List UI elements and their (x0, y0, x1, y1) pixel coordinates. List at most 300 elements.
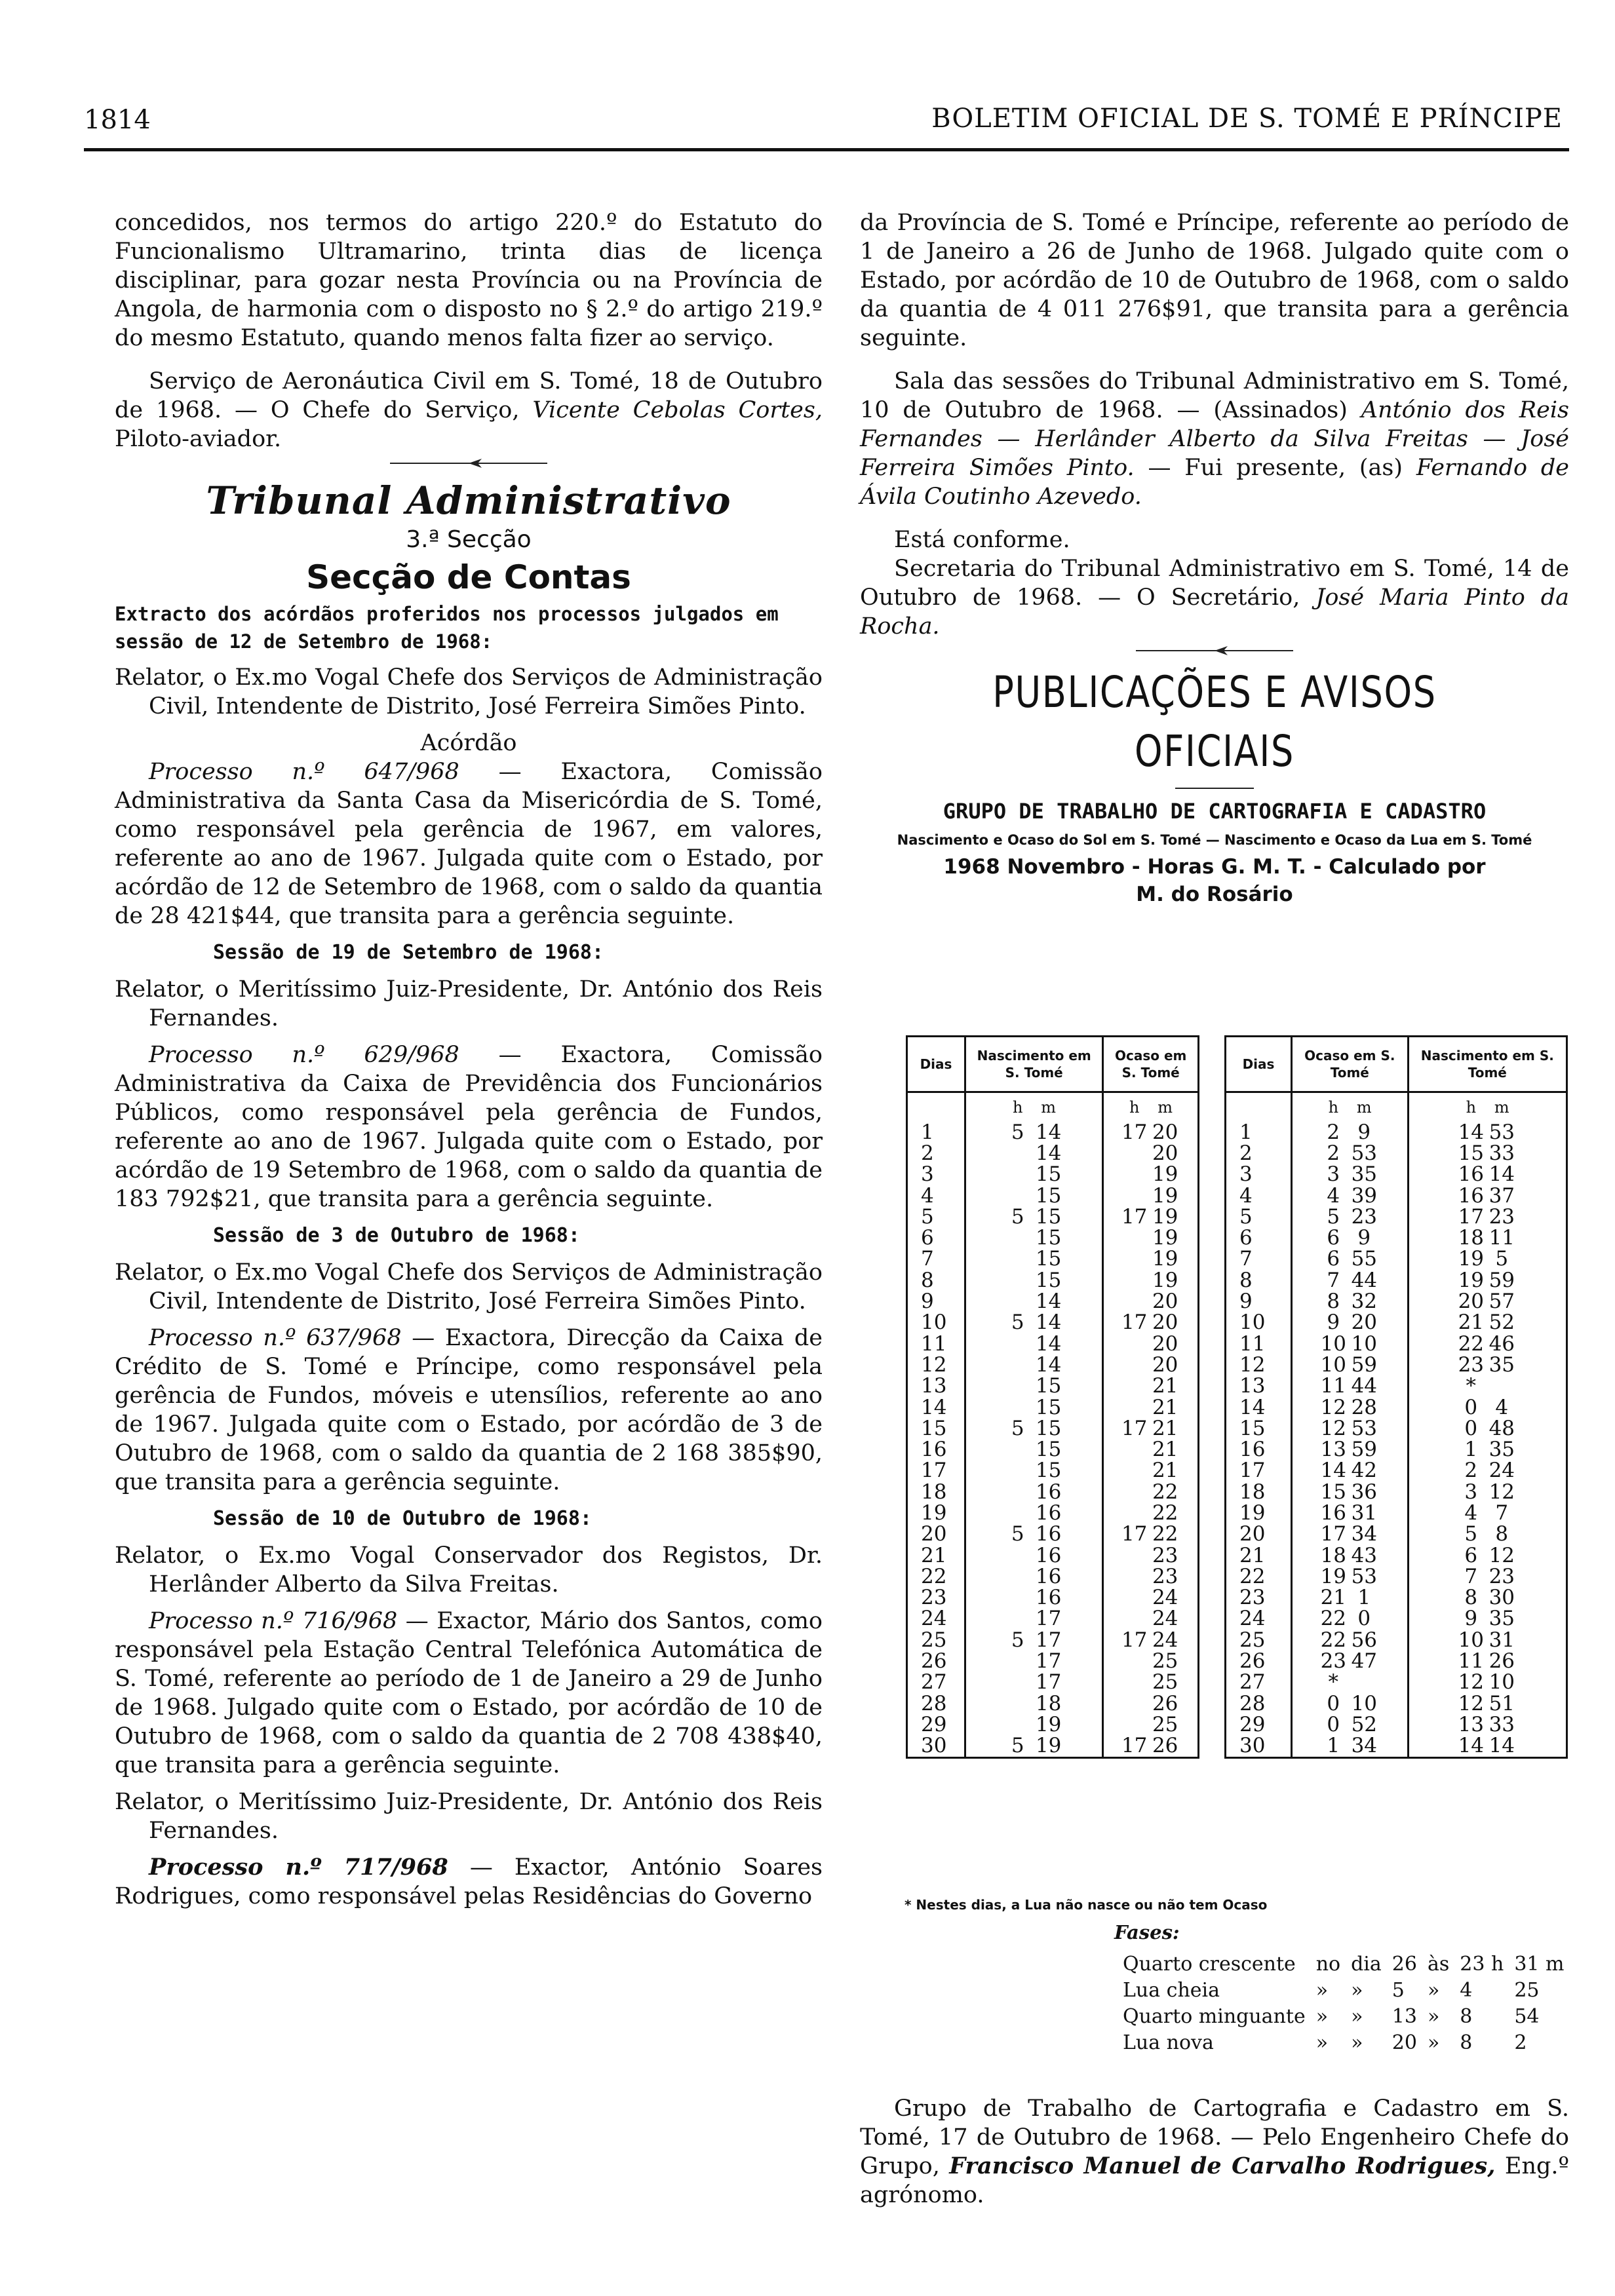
phase-hours: 8 (1460, 2031, 1473, 2054)
time-cell (1103, 1354, 1199, 1375)
minutes-value: 31 (1489, 1628, 1515, 1652)
hours-value: 19 (1458, 1268, 1485, 1292)
time-cell (1292, 1312, 1409, 1333)
time-cell (1408, 1566, 1566, 1587)
time-cell (1103, 1588, 1199, 1609)
minutes-value: 24 (1152, 1628, 1178, 1652)
phase-unit-h: h (1490, 1953, 1504, 1976)
phase-minutes: 54 (1514, 2005, 1540, 2028)
moon-table (1224, 1035, 1568, 1759)
minutes-value: 12 (1489, 1480, 1515, 1504)
time-cell (1408, 1206, 1566, 1227)
time-cell (965, 1185, 1103, 1206)
minutes-value: 14 (1035, 1141, 1062, 1165)
time-cell (1292, 1693, 1409, 1714)
time-cell (965, 1122, 1103, 1143)
table-row (907, 1566, 1199, 1587)
day-cell: 10 (907, 1312, 965, 1333)
phase-hours: 4 (1460, 1979, 1473, 2002)
time-cell (1103, 1545, 1199, 1566)
hours-value: 9 (1327, 1311, 1340, 1335)
day-cell: 12 (907, 1354, 965, 1375)
time-cell (1103, 1206, 1199, 1227)
time-cell (965, 1227, 1103, 1248)
minutes-value: 51 (1489, 1691, 1515, 1715)
hours-value: 16 (1320, 1501, 1347, 1525)
minutes-value: 44 (1351, 1374, 1378, 1398)
time-cell (1292, 1714, 1409, 1735)
right-column (860, 208, 1569, 908)
time-cell (1103, 1397, 1199, 1418)
day-cell: 18 (1226, 1482, 1292, 1502)
time-cell (1408, 1524, 1566, 1545)
servico-role: Piloto-aviador. (115, 426, 282, 452)
time-cell (1408, 1672, 1566, 1693)
day-cell: 12 (1226, 1354, 1292, 1375)
minutes-value: 20 (1351, 1311, 1378, 1335)
table-row (1226, 1270, 1567, 1291)
time-cell (965, 1418, 1103, 1439)
day-cell: 9 (1226, 1291, 1292, 1312)
minutes-value: 19 (1152, 1204, 1178, 1229)
phase-dia: » (1351, 2031, 1363, 2054)
hours-value: 10 (1320, 1331, 1347, 1356)
sala-names: António dos Reis Fernandes — Herlânder Alberto da Silva Freitas — José Ferreira Simões Pinto. (860, 397, 1569, 481)
minutes-value: 16 (1035, 1586, 1062, 1610)
time-cell (1408, 1482, 1566, 1502)
final-text: Grupo de Trabalho de Cartografia e Cadastro em S. Tomé, 17 de Outubro de 1968. — Pelo Engenheiro Chefe do Grupo, (860, 2095, 1569, 2179)
sala-text: Sala das sessões do Tribunal Administrativo em S. Tomé, 10 de Outubro de 1968. — (Assinados) (860, 368, 1569, 423)
minutes-value: 14 (1035, 1120, 1062, 1144)
table-row (1226, 1588, 1567, 1609)
unit-minutes: m (1041, 1098, 1057, 1117)
intro-paragraph: concedidos, nos termos do artigo 220.º do Estatuto do Funcionalismo Ultramarino, trinta dias de licença disciplinar, para gozar nesta Província ou na Província de Angola, de harmonia com o disposto no § 2.º do artigo 219.º do mesmo Estatuto, quando menos falta fizer ao serviço. (115, 210, 823, 351)
time-cell (1103, 1291, 1199, 1312)
table-row (907, 1672, 1199, 1693)
minutes-value: 33 (1489, 1712, 1515, 1736)
time-cell (1103, 1630, 1199, 1651)
table-row (907, 1249, 1199, 1270)
phase-prefix: no (1315, 1953, 1341, 1976)
final-signature (860, 2094, 1569, 2210)
minutes-value: 36 (1351, 1480, 1378, 1504)
time-cell (1408, 1693, 1566, 1714)
table-row (1226, 1630, 1567, 1651)
minutes-value: 16 (1035, 1501, 1062, 1525)
time-cell (1408, 1270, 1566, 1291)
table-row (907, 1651, 1199, 1672)
time-cell (1292, 1354, 1409, 1375)
day-cell: 28 (907, 1693, 965, 1714)
table-row (1226, 1164, 1567, 1185)
processo-716 (115, 1607, 823, 1780)
hours-value: 4 (1464, 1501, 1478, 1525)
day-cell: 7 (1226, 1249, 1292, 1270)
minutes-value: 25 (1152, 1712, 1178, 1736)
day-cell: 4 (907, 1185, 965, 1206)
sun-table (906, 1035, 1199, 1759)
extracto-heading: Extracto dos acórdãos proferidos nos processos julgados em sessão de 12 de Setembro de 1968: (115, 603, 779, 653)
time-cell (1408, 1333, 1566, 1354)
processo-text: — Exactora, Comissão Administrativa da Santa Casa da Misericórdia de S. Tomé, como responsável pela gerência de 1967, em valores, referente ao ano de 1967. Julgada quite com o Estado, por acórdão de 12 de Setembro de 1968, com o saldo da quantia de 28 421$44, que transita para a gerência seguinte. (115, 759, 823, 929)
units-cell (1408, 1092, 1566, 1122)
minutes-value: 35 (1351, 1162, 1378, 1187)
table-row (1226, 1693, 1567, 1714)
time-cell (965, 1714, 1103, 1735)
minutes-value: 19 (1035, 1734, 1062, 1758)
hours-value: 5 (1011, 1120, 1024, 1144)
hours-value: 6 (1464, 1543, 1478, 1567)
minutes-value: 14 (1489, 1162, 1515, 1187)
table-row (1226, 1672, 1567, 1693)
time-cell (1103, 1461, 1199, 1482)
time-cell (1408, 1185, 1566, 1206)
time-cell (965, 1502, 1103, 1523)
minutes-value: 14 (1035, 1311, 1062, 1335)
time-cell (1408, 1461, 1566, 1482)
minutes-value: 47 (1351, 1649, 1378, 1674)
table-row (907, 1397, 1199, 1418)
minutes-value: 14 (1035, 1331, 1062, 1356)
hours-value: 17 (1121, 1522, 1148, 1546)
sessao-10-outubro: Sessão de 10 de Outubro de 1968: (213, 1507, 592, 1530)
table-row (907, 1122, 1199, 1143)
time-cell (965, 1439, 1103, 1460)
table-row (1226, 1333, 1567, 1354)
day-cell: 13 (1226, 1376, 1292, 1397)
minutes-value: 53 (1351, 1416, 1378, 1440)
day-cell: 22 (907, 1566, 965, 1587)
table-row (907, 1418, 1199, 1439)
relator-5: Relator, o Meritíssimo Juiz-Presidente, Dr. António dos Reis Fernandes. (115, 1789, 823, 1844)
minutes-value: 17 (1035, 1649, 1062, 1674)
processo-text: — Exactor, António Soares Rodrigues, como responsável pelas Residências do Governo (115, 1854, 823, 1909)
grupo-heading: GRUPO DE TRABALHO DE CARTOGRAFIA E CADASTRO (943, 799, 1487, 824)
time-cell (965, 1312, 1103, 1333)
time-cell (1292, 1736, 1409, 1758)
time-cell (1408, 1397, 1566, 1418)
minutes-value: 15 (1035, 1183, 1062, 1208)
hours-value: * (1328, 1670, 1339, 1694)
time-cell (965, 1651, 1103, 1672)
phase-name: Quarto minguante (1123, 2005, 1306, 2028)
time-cell (1408, 1354, 1566, 1375)
minutes-value: 23 (1489, 1204, 1515, 1229)
time-cell (1103, 1249, 1199, 1270)
final-role: Eng.º agrónomo. (860, 2153, 1569, 2208)
table-row (1226, 1206, 1567, 1227)
time-cell (1408, 1164, 1566, 1185)
hours-value: 17 (1121, 1416, 1148, 1440)
day-cell: 17 (1226, 1461, 1292, 1482)
day-cell: 2 (907, 1143, 965, 1164)
minutes-value: 12 (1489, 1543, 1515, 1567)
minutes-value: 20 (1152, 1290, 1178, 1314)
time-cell (1292, 1397, 1409, 1418)
time-cell (965, 1693, 1103, 1714)
table-row (907, 1609, 1199, 1630)
minutes-value: 48 (1489, 1416, 1515, 1440)
col-header-nascimento: Nascimento em S. Tomé (965, 1037, 1103, 1092)
minutes-value: 25 (1152, 1670, 1178, 1694)
hours-value: 18 (1458, 1226, 1485, 1250)
day-cell: 30 (907, 1736, 965, 1758)
hours-value: 17 (1121, 1120, 1148, 1144)
col-header-ocaso: Ocaso em S. Tomé (1103, 1037, 1199, 1092)
sala-presente: — Fui presente, (as) (1148, 455, 1403, 481)
table-row (907, 1354, 1199, 1375)
minutes-value: 44 (1351, 1268, 1378, 1292)
day-cell: 3 (907, 1164, 965, 1185)
time-cell (1292, 1376, 1409, 1397)
hours-value: 5 (1011, 1628, 1024, 1652)
table-row (1226, 1609, 1567, 1630)
minutes-value: 59 (1351, 1438, 1378, 1462)
hours-value: 5 (1011, 1204, 1024, 1229)
hours-value: 1 (1464, 1438, 1478, 1462)
time-cell (1292, 1291, 1409, 1312)
table-row (907, 1502, 1199, 1523)
left-column (115, 208, 823, 1911)
day-cell: 8 (1226, 1270, 1292, 1291)
table-row (907, 1524, 1199, 1545)
processo-text: — Exactora, Comissão Administrativa da Caixa de Previdência dos Funcionários Públicos, como responsável pela gerência de Fundos, referente ao ano de 1967. Julgada quite com o Estado, por acórdão de 19 Setembro de 1968, com o saldo da quantia de 183 792$21, que transita para a gerência seguinte. (115, 1042, 823, 1212)
minutes-value: 52 (1351, 1712, 1378, 1736)
phase-day: 26 (1391, 1953, 1417, 1976)
minutes-value: 23 (1489, 1564, 1515, 1588)
hours-value: 5 (1011, 1522, 1024, 1546)
minutes-value: 42 (1351, 1459, 1378, 1483)
hours-value: 9 (1464, 1607, 1478, 1631)
day-cell: 28 (1226, 1693, 1292, 1714)
table-row (1226, 1545, 1567, 1566)
hours-value: 0 (1464, 1395, 1478, 1419)
col-header-ocaso: Ocaso em S. Tomé (1292, 1037, 1409, 1092)
minutes-value: 22 (1152, 1480, 1178, 1504)
table-row (1226, 1122, 1567, 1143)
minutes-value: 23 (1351, 1204, 1378, 1229)
day-cell: 7 (907, 1249, 965, 1270)
minutes-value: 31 (1351, 1501, 1378, 1525)
phase-sep: » (1427, 2031, 1440, 2054)
table-row (1226, 1482, 1567, 1502)
day-cell: 25 (907, 1630, 965, 1651)
minutes-value: 14 (1035, 1290, 1062, 1314)
unit-minutes: m (1356, 1098, 1372, 1117)
minutes-value: 15 (1035, 1416, 1062, 1440)
hours-value: 4 (1327, 1183, 1340, 1208)
time-cell (1103, 1333, 1199, 1354)
table-row (907, 1333, 1199, 1354)
minutes-value: 53 (1489, 1120, 1515, 1144)
time-cell (1292, 1545, 1409, 1566)
phase-dia: » (1351, 1979, 1363, 2002)
minutes-value: 15 (1035, 1204, 1062, 1229)
day-cell: 13 (907, 1376, 965, 1397)
servico-signer: Vicente Cebolas Cortes, (532, 397, 823, 423)
units-cell (1103, 1092, 1199, 1122)
unit-hours: h (1012, 1098, 1023, 1117)
minutes-value: 15 (1035, 1226, 1062, 1250)
time-cell (1103, 1143, 1199, 1164)
table-row (907, 1291, 1199, 1312)
minutes-value: 5 (1495, 1247, 1509, 1271)
table-row (907, 1185, 1199, 1206)
minutes-value: 19 (1152, 1247, 1178, 1271)
day-cell: 19 (1226, 1502, 1292, 1523)
unit-hours: h (1328, 1098, 1339, 1117)
hours-value: 6 (1327, 1247, 1340, 1271)
table-row (1226, 1291, 1567, 1312)
time-cell (1292, 1461, 1409, 1482)
day-cell: 11 (907, 1333, 965, 1354)
time-cell (965, 1143, 1103, 1164)
minutes-value: 19 (1035, 1712, 1062, 1736)
processo-label: Processo n.º 717/968 (149, 1854, 448, 1881)
phase-hours: 8 (1460, 2005, 1473, 2028)
table-row (1226, 1439, 1567, 1460)
day-cell: 1 (907, 1122, 965, 1143)
time-cell (1103, 1651, 1199, 1672)
day-cell: 20 (907, 1524, 965, 1545)
minutes-value: 15 (1035, 1395, 1062, 1419)
phase-sep: » (1427, 1979, 1440, 2002)
hours-value: 10 (1458, 1628, 1485, 1652)
day-cell: 8 (907, 1270, 965, 1291)
day-cell: 26 (1226, 1651, 1292, 1672)
time-cell (965, 1672, 1103, 1693)
time-cell (1103, 1693, 1199, 1714)
time-cell (1103, 1312, 1199, 1333)
units-cell (1226, 1092, 1292, 1122)
hours-value: 6 (1327, 1226, 1340, 1250)
seccao-title: Secção de Contas (306, 558, 631, 596)
time-cell (1292, 1651, 1409, 1672)
minutes-value: 20 (1152, 1141, 1178, 1165)
secretario-name: José Maria Pinto da Rocha. (860, 584, 1569, 640)
phase-sep: às (1427, 1953, 1450, 1976)
continuation-paragraph: da Província de S. Tomé e Príncipe, referente ao período de 1 de Janeiro a 26 de Junho de 1968. Julgado quite com o Estado, por acórdão de 10 de Outubro de 1968, com o saldo da quantia de 4 011 276$91, que transita para a gerência seguinte. (860, 210, 1569, 351)
day-cell: 6 (1226, 1227, 1292, 1248)
phases-table (1118, 1951, 1570, 2056)
hours-value: 5 (1011, 1311, 1024, 1335)
minutes-value: 21 (1152, 1416, 1178, 1440)
table-row (1226, 1185, 1567, 1206)
time-cell (1103, 1164, 1199, 1185)
phase-dia: dia (1351, 1953, 1382, 1976)
time-cell (1292, 1122, 1409, 1143)
time-cell (1408, 1651, 1566, 1672)
minutes-value: 15 (1035, 1247, 1062, 1271)
publicacoes-heading: PUBLICAÇÕES E AVISOS OFICIAIS (992, 667, 1437, 776)
time-cell (1408, 1545, 1566, 1566)
hours-value: 11 (1320, 1374, 1347, 1398)
hours-value: 22 (1320, 1628, 1347, 1652)
calculated-by: M. do Rosário (1136, 883, 1293, 906)
time-cell (1103, 1672, 1199, 1693)
hours-value: 17 (1121, 1734, 1148, 1758)
unit-hours: h (1129, 1098, 1140, 1117)
time-cell (1408, 1630, 1566, 1651)
processo-717 (115, 1853, 823, 1911)
minutes-value: 16 (1035, 1564, 1062, 1588)
processo-label: Processo n.º 647/968 (149, 759, 459, 785)
phase-day: 13 (1391, 2005, 1417, 2028)
minutes-value: 10 (1489, 1670, 1515, 1694)
hours-value: 17 (1121, 1204, 1148, 1229)
time-cell (1408, 1418, 1566, 1439)
table-row (907, 1736, 1199, 1758)
minutes-value: 32 (1351, 1290, 1378, 1314)
table-row (907, 1714, 1199, 1735)
minutes-value: 35 (1489, 1438, 1515, 1462)
day-cell: 29 (907, 1714, 965, 1735)
secretaria-text: Secretaria do Tribunal Administrativo em S. Tomé, 14 de Outubro de 1968. — O Secretário, (860, 556, 1569, 611)
day-cell: 3 (1226, 1164, 1292, 1185)
hours-value: 5 (1327, 1204, 1340, 1229)
minutes-value: 17 (1035, 1670, 1062, 1694)
minutes-value: 46 (1489, 1331, 1515, 1356)
minutes-value: 18 (1035, 1691, 1062, 1715)
table-row (1226, 1524, 1567, 1545)
minutes-value: 25 (1152, 1649, 1178, 1674)
table-row (907, 1588, 1199, 1609)
time-cell (1103, 1376, 1199, 1397)
relator-4: Relator, o Ex.mo Vogal Conservador dos Registos, Dr. Herlânder Alberto da Silva Freitas. (115, 1542, 823, 1598)
units-row (1226, 1092, 1567, 1122)
minutes-value: 9 (1357, 1120, 1371, 1144)
hours-value: 1 (1327, 1734, 1340, 1758)
phase-name: Quarto crescente (1123, 1953, 1296, 1976)
minutes-value: 26 (1152, 1734, 1178, 1758)
time-cell (1408, 1439, 1566, 1460)
table-row (1226, 1714, 1567, 1735)
hours-value: 14 (1458, 1734, 1485, 1758)
minutes-value: 19 (1152, 1226, 1178, 1250)
sala-promotor: Fernando de Ávila Coutinho Azevedo. (860, 455, 1569, 510)
hours-value: 3 (1464, 1480, 1478, 1504)
minutes-value: 15 (1035, 1162, 1062, 1187)
time-cell (1292, 1206, 1409, 1227)
day-cell: 23 (907, 1588, 965, 1609)
minutes-value: 26 (1152, 1691, 1178, 1715)
phase-minutes: 25 (1514, 1979, 1540, 2002)
day-cell: 25 (1226, 1630, 1292, 1651)
minutes-value: 7 (1495, 1501, 1509, 1525)
phase-name: Lua cheia (1123, 1979, 1220, 2002)
day-cell: 30 (1226, 1736, 1292, 1758)
time-cell (965, 1630, 1103, 1651)
day-cell: 22 (1226, 1566, 1292, 1587)
units-row (907, 1092, 1199, 1122)
servico-line: Serviço de Aeronáutica Civil em S. Tomé, 18 de Outubro de 1968. — O Chefe do Serviço, (115, 368, 823, 423)
hours-value: 16 (1458, 1162, 1485, 1187)
day-cell: 5 (1226, 1206, 1292, 1227)
processo-text: — Exactor, Mário dos Santos, como responsável pela Estação Central Telefónica Automática de S. Tomé, referente ao período de 1 de Janeiro a 29 de Junho de 1968. Julgado quite com o Estado, por acórdão de 10 de Outubro de 1968, com o saldo da quantia de 2 708 438$40, que transita para a gerência seguinte. (115, 1608, 823, 1778)
time-cell (965, 1206, 1103, 1227)
col-header-dias: Dias (1226, 1037, 1292, 1092)
minutes-value: 19 (1152, 1183, 1178, 1208)
table-row (1226, 1397, 1567, 1418)
hours-value: 17 (1121, 1311, 1148, 1335)
time-cell (1292, 1588, 1409, 1609)
minutes-value: 59 (1351, 1352, 1378, 1377)
time-cell (1408, 1502, 1566, 1523)
hours-value: 2 (1327, 1120, 1340, 1144)
time-cell (1408, 1143, 1566, 1164)
day-cell: 16 (1226, 1439, 1292, 1460)
phase-minutes: 2 (1514, 2031, 1527, 2054)
